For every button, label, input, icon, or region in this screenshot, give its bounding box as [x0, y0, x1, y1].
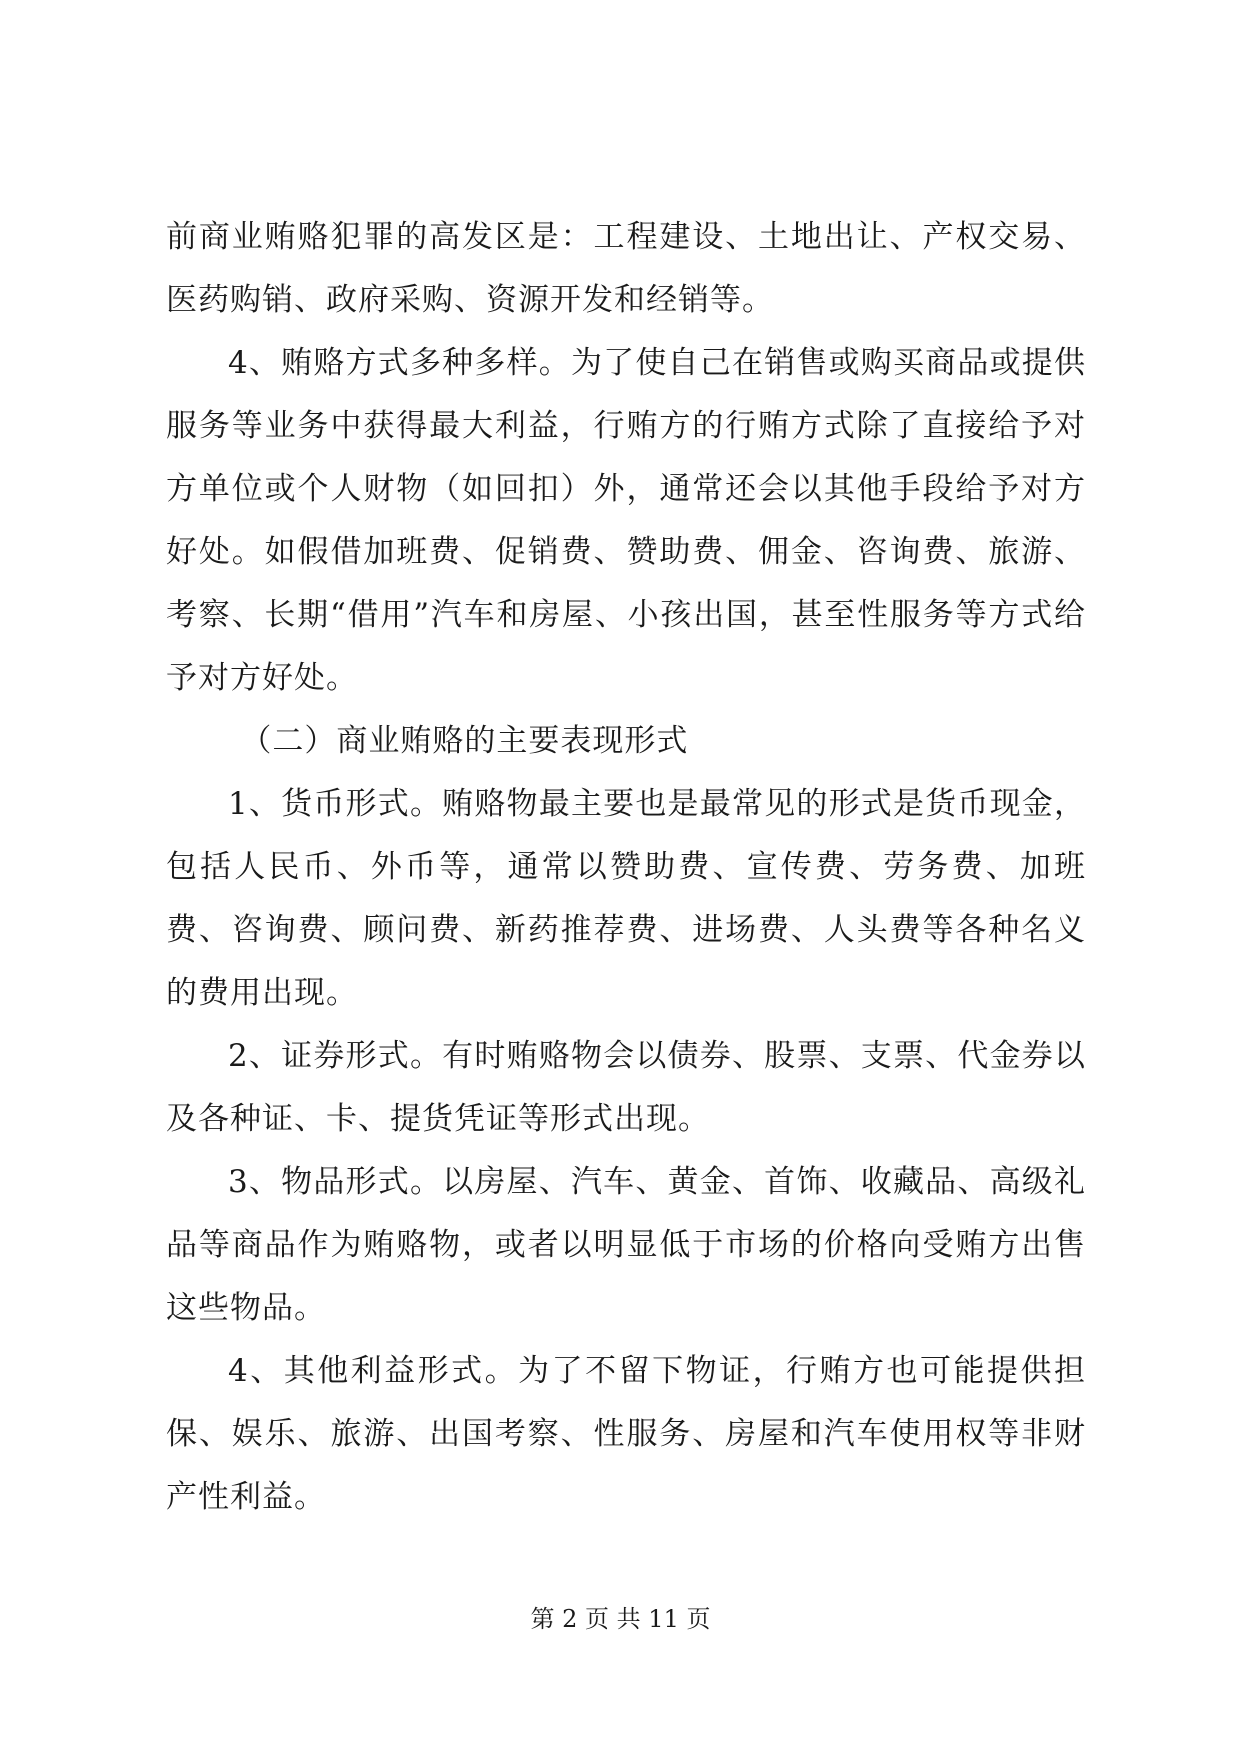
document-body	[166, 206, 1086, 1529]
paragraph-goods-form: 3、物品形式。以房屋、汽车、黄金、首饰、收藏品、高级礼品等商品作为贿赂物，或者以明显低于市场的价格向受贿方出售这些物品。	[166, 1164, 1086, 1326]
paragraph-continuation: 前商业贿赂犯罪的高发区是：工程建设、土地出让、产权交易、医药购销、政府采购、资源开发和经销等。	[166, 219, 1086, 318]
paragraph-securities-form: 2、证券形式。有时贿赂物会以债券、股票、支票、代金券以及各种证、卡、提货凭证等形式出现。	[166, 1038, 1086, 1137]
section-heading: （二）商业贿赂的主要表现形式	[240, 723, 689, 759]
paragraph-other-benefits-form: 4、其他利益形式。为了不留下物证，行贿方也可能提供担保、娱乐、旅游、出国考察、性服务、房屋和汽车使用权等非财产性利益。	[166, 1353, 1086, 1515]
paragraph-bribery-methods: 4、贿赂方式多种多样。为了使自己在销售或购买商品或提供服务等业务中获得最大利益，行贿方的行贿方式除了直接给予对方单位或个人财物（如回扣）外，通常还会以其他手段给予对方好处。如假借加班费、促销费、赞助费、佣金、咨询费、旅游、考察、长期“借用”汽车和房屋、小孩出国，甚至性服务等方式给予对方好处。	[166, 345, 1086, 696]
page-number-footer: 第 2 页 共 11 页	[530, 1605, 711, 1633]
paragraph-currency-form: 1、货币形式。贿赂物最主要也是最常见的形式是货币现金，包括人民币、外币等，通常以赞助费、宣传费、劳务费、加班费、咨询费、顾问费、新药推荐费、进场费、人头费等各种名义的费用出现。	[166, 786, 1086, 1011]
